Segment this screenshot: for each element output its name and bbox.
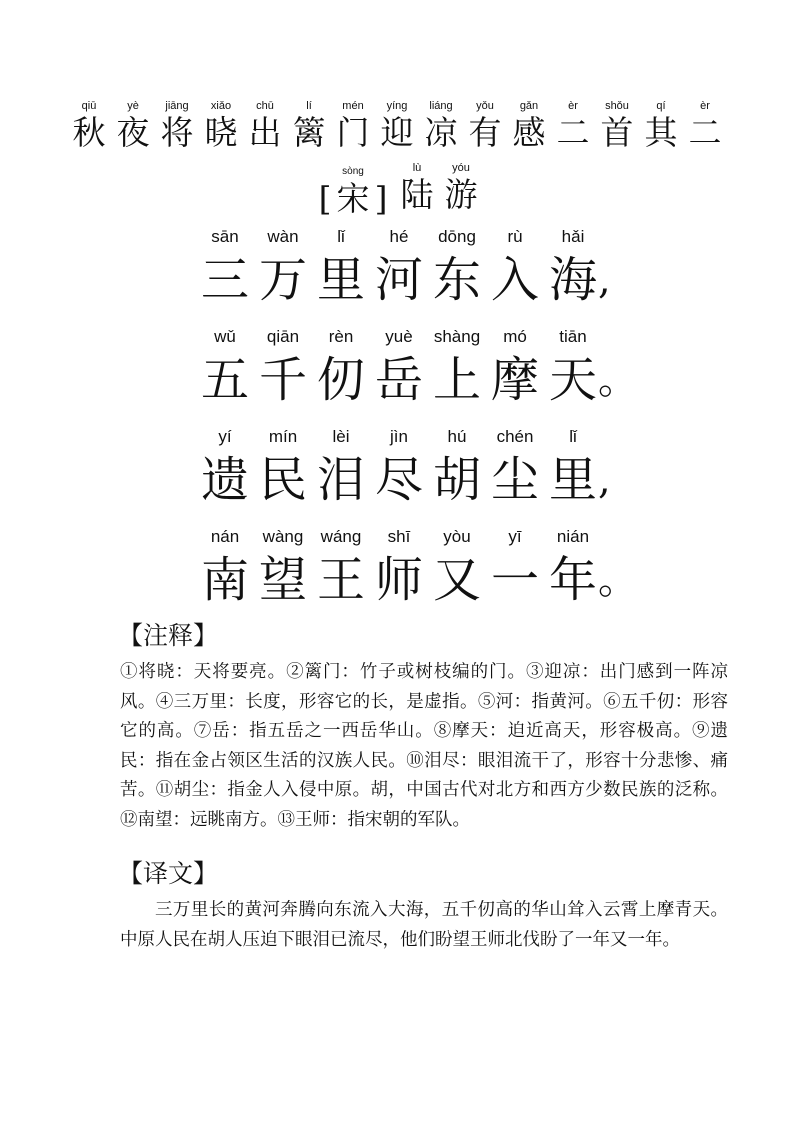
hanzi: 年 [548,552,597,608]
poem-char [370,526,428,612]
notes-text: ①将晓：天将要亮。②篱门：竹子或树枝编的门。③迎凉：出门感到一阵凉风。④三万里：长度，形容它的长，是虚指。⑤河：指黄河。⑥五千仞：形容它的高。⑦岳：指五岳之一西岳华山。⑧摩天：迫近高天，形容极高。⑨遗民：指在金占领区生活的汉族人民。⑩泪尽：眼泪流干了，形容十分悲惨、痛苦。⑪胡尘：指金人入侵中原。胡，中国古代对北方和西方少数民族的泛称。⑫南望：远眺南方。⑬王师：指宋朝的军队。 [120,662,728,830]
hanzi: 夜 [116,113,150,152]
title-char [331,98,375,152]
pinyin: liáng [429,100,453,112]
punctuation: , [598,257,611,303]
pinyin: dōng [438,227,476,246]
pinyin: yóu [452,162,470,174]
pinyin: èr [568,100,578,112]
hanzi: 王 [316,552,365,608]
hanzi: 陆 [400,175,434,214]
poem-char [370,426,428,512]
poem-char [254,226,312,312]
pinyin: yí [218,427,232,446]
poem-char [312,326,370,412]
hanzi: 二 [688,113,722,152]
pinyin: shǒu [605,100,629,112]
poem-title [0,98,794,152]
pinyin: lǐ [569,427,577,446]
hanzi: 摩 [490,352,539,408]
poem-line-3 [196,426,611,512]
pinyin: sòng [342,166,364,177]
hanzi: 有 [468,113,502,152]
hanzi: 门 [336,113,370,152]
pinyin: hǎi [561,227,585,246]
poem-line-2 [196,326,638,412]
pinyin: rèn [328,327,354,346]
pinyin: lí [306,100,312,112]
title-char [639,98,683,152]
title-char [595,98,639,152]
hanzi: 仞 [316,352,365,408]
hanzi: 岳 [374,352,423,408]
hanzi: 东 [432,252,481,308]
hanzi: 又 [432,552,481,608]
poem-char [370,326,428,412]
poem-char [254,326,312,412]
hanzi: 千 [258,352,307,408]
title-char [507,98,551,152]
bracket-close: ] [374,179,388,218]
pinyin: jiāng [165,100,189,112]
poem-char [312,426,370,512]
hanzi: 海 [548,252,597,308]
bracket-open: [ [318,179,332,218]
hanzi: 出 [248,113,282,152]
hanzi: 尘 [490,452,539,508]
title-char [67,98,111,152]
hanzi: 里 [316,252,365,308]
pinyin: tiān [559,327,587,346]
hanzi: 望 [258,552,307,608]
poem-char [544,226,602,312]
hanzi: 河 [374,252,423,308]
author-bracket-close [367,160,395,218]
pinyin: yòu [443,527,471,546]
pinyin: mén [342,100,364,112]
hanzi: 一 [490,552,539,608]
hanzi: 感 [512,113,546,152]
title-char [243,98,287,152]
punctuation: 。 [598,557,638,603]
title-char [375,98,419,152]
title-char [551,98,595,152]
pinyin: gǎn [519,100,539,112]
hanzi: 二 [556,113,590,152]
pinyin: wàng [262,527,304,546]
poem-char [544,426,602,512]
pinyin: qiū [81,100,97,112]
pinyin: nián [556,527,590,546]
title-char [683,98,727,152]
hanzi: 师 [374,552,423,608]
poem-char [428,526,486,612]
poem-char [370,226,428,312]
pinyin: èr [700,100,710,112]
hanzi: 将 [160,113,194,152]
poem-char [196,226,254,312]
pinyin: yī [508,527,522,546]
hanzi: 晓 [204,113,238,152]
pinyin: wàn [267,227,299,246]
pinyin: lù [412,162,422,174]
title-char [111,98,155,152]
pinyin: wáng [320,527,362,546]
pinyin: lèi [332,427,350,446]
pinyin: jìn [390,427,408,446]
notes-heading: 【注释】 [118,621,219,650]
poem-char [254,426,312,512]
punctuation: 。 [598,357,638,403]
poem-char [544,526,602,612]
hanzi: 迎 [380,113,414,152]
poem-char [196,426,254,512]
hanzi: 宋 [336,179,370,218]
poem-char [486,526,544,612]
hanzi: 凉 [424,113,458,152]
author-name-char [439,160,483,218]
hanzi: 其 [644,113,678,152]
pinyin: lǐ [337,227,345,246]
title-char [287,98,331,152]
poem-char [254,526,312,612]
pinyin: shàng [433,327,481,346]
pinyin: xiǎo [210,100,232,112]
hanzi: 首 [600,113,634,152]
pinyin: yǒu [476,100,494,112]
hanzi: 篱 [292,113,326,152]
hanzi: 天 [548,352,597,408]
hanzi: 遗 [200,452,249,508]
hanzi: 秋 [72,113,106,152]
hanzi: 万 [258,252,307,308]
hanzi: 胡 [432,452,481,508]
title-char [155,98,199,152]
poem-char [544,326,602,412]
pinyin: rù [507,227,523,246]
pinyin: qí [656,100,666,112]
hanzi: 尽 [374,452,423,508]
poem-char [428,226,486,312]
punctuation: , [598,457,611,503]
pinyin: mín [268,427,298,446]
pinyin: nán [210,527,240,546]
poem-char [486,326,544,412]
pinyin: sān [211,227,239,246]
poem-char [312,226,370,312]
hanzi: 三 [200,252,249,308]
pinyin: qiān [266,327,300,346]
pinyin: wǔ [214,327,236,346]
hanzi: 里 [548,452,597,508]
title-char [199,98,243,152]
translation-text: 三万里长的黄河奔腾向东流入大海，五千仞高的华山耸入云霄上摩青天。中原人民在胡人压迫下眼泪已流尽，他们盼望王师北伐盼了一年又一年。 [120,900,728,950]
poem-char [486,426,544,512]
pinyin: mó [503,327,527,346]
poem-char [486,226,544,312]
hanzi: 泪 [316,452,365,508]
hanzi: 民 [258,452,307,508]
poem-char [312,526,370,612]
pinyin: chén [496,427,534,446]
pinyin: hú [447,427,467,446]
poem-author [0,160,794,218]
pinyin: hé [389,227,409,246]
translation-heading: 【译文】 [118,859,219,888]
hanzi: 入 [490,252,539,308]
poem-char [428,326,486,412]
hanzi: 上 [432,352,481,408]
title-char [463,98,507,152]
hanzi: 五 [200,352,249,408]
author-name-char [395,160,439,218]
pinyin: shī [387,527,411,546]
poem-line-4 [196,526,638,612]
pinyin: yíng [386,100,408,112]
pinyin: yè [127,100,139,112]
pinyin: yuè [385,327,413,346]
poem-char [196,326,254,412]
hanzi: 游 [444,175,478,214]
poem-char [428,426,486,512]
poem-char [196,526,254,612]
pinyin: chū [256,100,274,112]
hanzi: 南 [200,552,249,608]
poem-line-1 [196,226,611,312]
title-char [419,98,463,152]
